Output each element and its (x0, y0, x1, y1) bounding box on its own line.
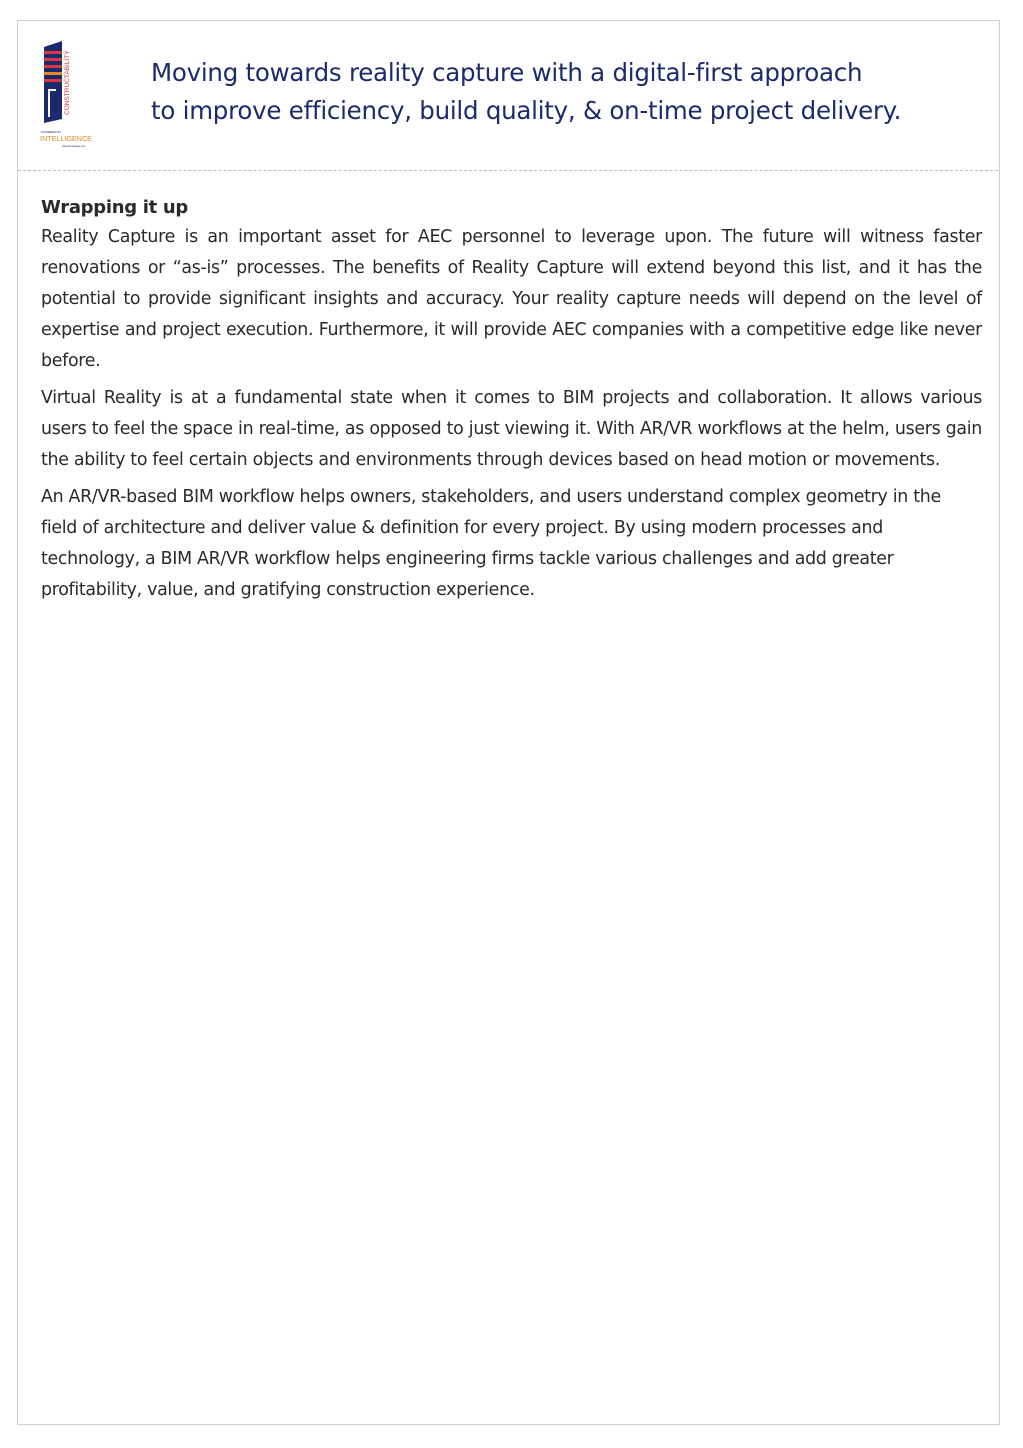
paragraph-virtual-reality: Virtual Reality is at a fundamental state when it comes to BIM projects and collaboration. It allows various users to feel the space in real-time, as opposed to just viewing it. With AR/VR workflows at the helm, users gain the ability to feel certain objects and environments through devices based on head motion or movements. (41, 388, 982, 470)
main-content (41, 194, 982, 612)
page-headline (151, 54, 981, 130)
company-logo (38, 37, 118, 157)
logo-small-bottom: www.biminnaya.com (62, 145, 86, 148)
logo-vertical-text: CONSTRUCTABILITY (64, 50, 71, 115)
dashed-divider (18, 170, 998, 171)
logo-brand-text: INTELLIGENCE (40, 134, 92, 143)
logo-small-top: POWERED BY (41, 130, 62, 134)
paragraph-reality-capture: Reality Capture is an important asset for AEC personnel to leverage upon. The future will witness faster renovations or “as-is” processes. The benefits of Reality Capture will extend beyond this list, and it has the potential to provide significant insights and accuracy. Your reality capture needs will depend on the level of expertise and project execution. Furthermore, it will provide AEC companies with a competitive edge like never before. (41, 227, 982, 371)
section-title: Wrapping it up (41, 197, 189, 218)
headline-line-1: Moving towards reality capture with a digital-first approach (151, 58, 863, 87)
page-header (18, 21, 999, 171)
paragraph-ar-vr-workflow: An AR/VR-based BIM workflow helps owners, stakeholders, and users understand complex geometry in the field of architecture and deliver value & definition for every project. By using modern processes and technology, a BIM AR/VR workflow helps engineering firms tackle various challenges and add greater profitability, value, and gratifying construction experience. (41, 487, 941, 600)
headline-line-2: to improve efficiency, build quality, & on-time project delivery. (151, 96, 902, 125)
